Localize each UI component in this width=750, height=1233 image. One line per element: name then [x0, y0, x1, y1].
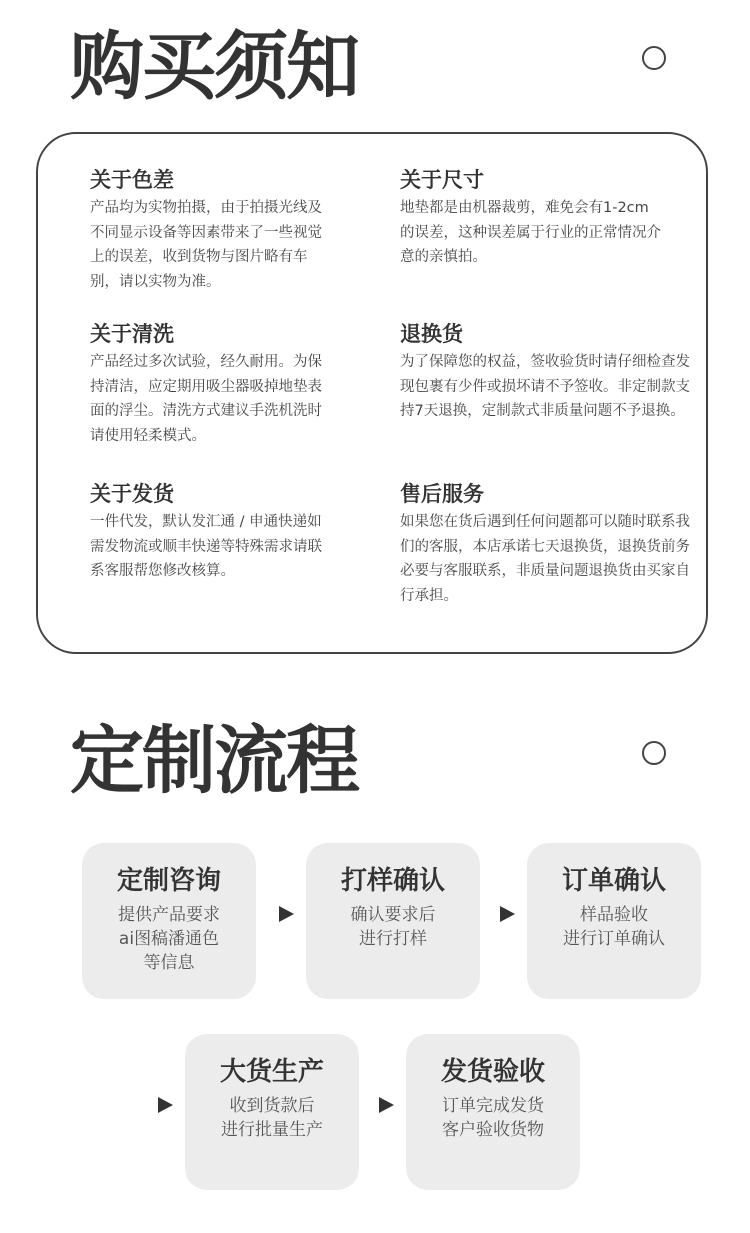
circle-icon: [642, 741, 666, 765]
info-text: 为了保障您的权益，签收验货时请仔细检查发现包裹有少件或损坏请不予签收。非定制款支持7天退换，定制款式非质量问题不予退换。: [400, 354, 690, 419]
circle-icon: [642, 46, 666, 70]
triangle-right-icon: [379, 1097, 394, 1113]
step-desc: 收到货款后 进行批量生产: [221, 1096, 323, 1140]
step-title: 订单确认: [561, 866, 666, 896]
info-block-cleaning: [90, 320, 390, 448]
step-desc: 提供产品要求 ai图稿潘通色 等信息: [118, 905, 220, 973]
step-desc: 确认要求后 进行打样: [350, 905, 436, 949]
step-desc: 订单完成发货 客户验收货物: [442, 1096, 544, 1140]
step-title: 发货验收: [440, 1057, 545, 1087]
info-text: 一件代发，默认发汇通 / 申通快递如需发物流或顺丰快递等特殊需求请联系客服帮您修改核算。: [90, 514, 322, 579]
info-block-size: [400, 166, 700, 270]
info-text: 产品经过多次试验，经久耐用。为保持清洁，应定期用吸尘器吸掉地垫表面的浮尘。清洗方式建议手洗机洗时请使用轻柔模式。: [90, 354, 322, 444]
triangle-right-icon: [279, 906, 294, 922]
info-block-aftersales: [400, 480, 700, 608]
info-block-color: [90, 166, 390, 294]
step-sample: [306, 843, 480, 999]
info-title: 关于尺寸: [400, 168, 484, 192]
triangle-right-icon: [500, 906, 515, 922]
purchase-title: 购买须知: [70, 24, 358, 110]
step-order: [527, 843, 701, 999]
info-title: 售后服务: [400, 482, 484, 506]
step-title: 打样确认: [340, 866, 445, 896]
info-title: 退换货: [400, 322, 463, 346]
info-text: 地垫都是由机器裁剪，难免会有1-2cm的误差，这种误差属于行业的正常情况介意的亲慎拍。: [400, 200, 661, 265]
info-title: 关于清洗: [90, 322, 174, 346]
info-block-shipping: [90, 480, 390, 584]
info-text: 如果您在货后遇到任何问题都可以随时联系我们的客服，本店承诺七天退换货，退换货前务必要与客服联系，非质量问题退换货由买家自行承担。: [400, 514, 690, 604]
step-title: 定制咨询: [116, 866, 221, 896]
info-title: 关于色差: [90, 168, 174, 192]
custom-process-title: 定制流程: [70, 718, 358, 804]
purchase-info-card: [36, 132, 708, 654]
info-block-returns: [400, 320, 700, 424]
triangle-right-icon: [158, 1097, 173, 1113]
info-title: 关于发货: [90, 482, 174, 506]
step-production: [185, 1034, 359, 1190]
step-desc: 样品验收 进行订单确认: [563, 905, 665, 949]
info-text: 产品均为实物拍摄，由于拍摄光线及不同显示设备等因素带来了一些视觉上的误差，收到货物与图片略有车别，请以实物为准。: [90, 200, 322, 290]
step-consult: [82, 843, 256, 999]
step-delivery: [406, 1034, 580, 1190]
step-title: 大货生产: [219, 1057, 324, 1087]
